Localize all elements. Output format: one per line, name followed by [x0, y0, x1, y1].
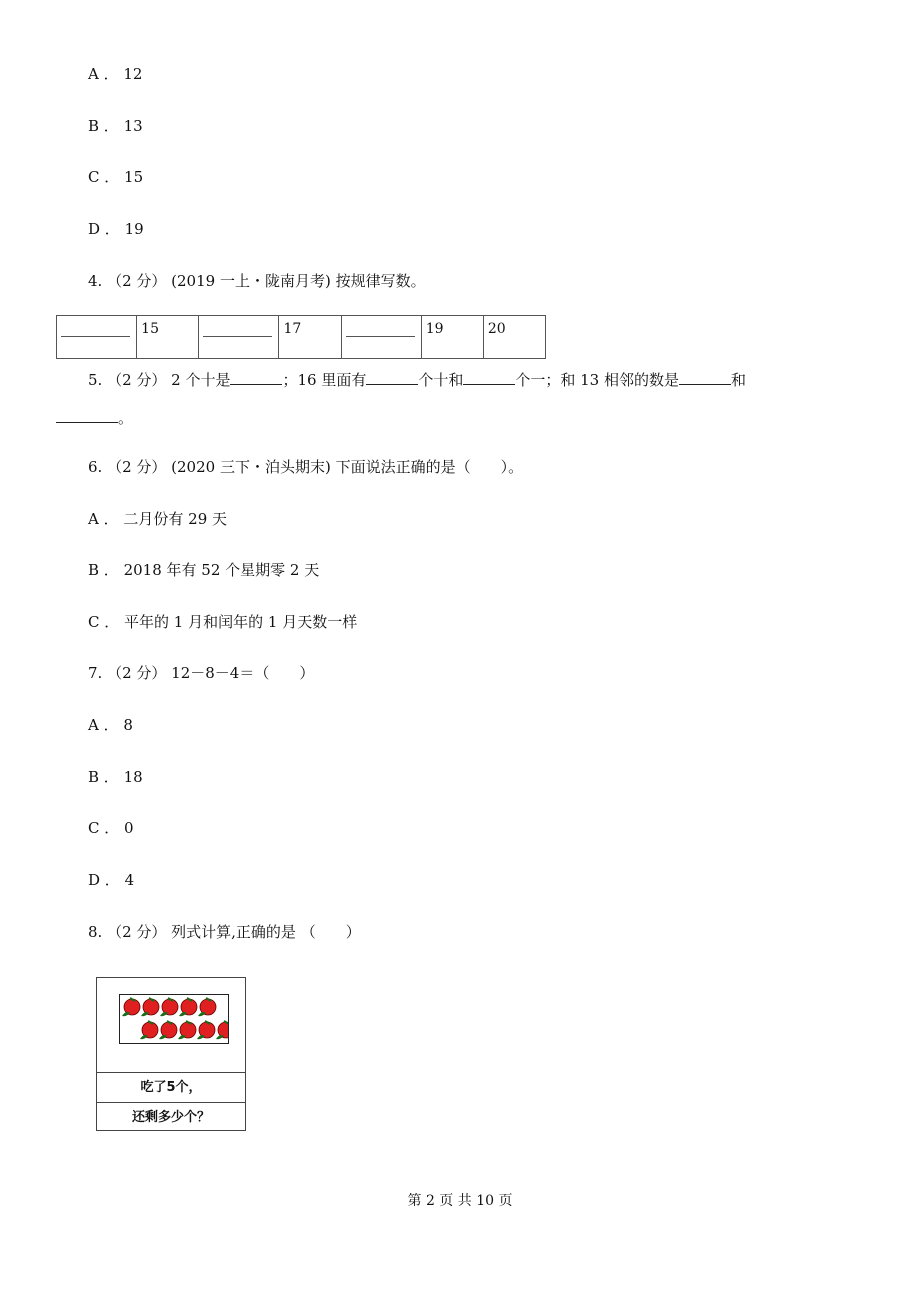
sequence-cell: 20 — [483, 316, 545, 359]
option-letter: B — [88, 768, 100, 786]
question-7: 7. （2 分） 12－8－4＝（ ） — [88, 664, 315, 682]
option-a: A ． 二月份有 29 天 — [88, 510, 228, 528]
option-text: 19 — [124, 220, 144, 238]
question-5 — [88, 370, 746, 390]
answer-blank[interactable] — [366, 372, 418, 385]
fruit-icon — [160, 998, 178, 1016]
option-text: 二月份有 29 天 — [123, 510, 228, 528]
fruit-icon — [178, 1021, 196, 1039]
answer-blank[interactable] — [679, 372, 731, 385]
fruit-icon — [140, 1021, 158, 1039]
fruit-icon — [198, 998, 216, 1016]
option-text: 平年的 1 月和闰年的 1 月天数一样 — [124, 613, 358, 631]
answer-blank-cell[interactable] — [199, 316, 279, 359]
option-letter: C — [88, 819, 100, 837]
option-text: 15 — [124, 168, 144, 186]
option-letter: A — [88, 510, 99, 528]
option-text: 18 — [123, 768, 143, 786]
page-footer: 第 2 页 共 10 页 — [407, 1193, 513, 1209]
option-text: 0 — [124, 819, 134, 837]
option-text: 2018 年有 52 个星期零 2 天 — [123, 561, 320, 579]
fruit-icon — [179, 998, 197, 1016]
question-8: 8. （2 分） 列式计算,正确的是 （ ） — [88, 923, 361, 941]
fruit-icon — [141, 998, 159, 1016]
option-a: A ． 8 — [88, 716, 133, 734]
figure-caption-2: 还剩多少个？ — [131, 1110, 210, 1125]
fruit-box — [119, 994, 229, 1044]
question-5-text: 个一；和 13 相邻的数是 — [515, 371, 679, 389]
fruit-icons — [120, 995, 228, 1043]
option-letter: C — [88, 168, 100, 186]
question-5-text: 和 — [730, 371, 746, 389]
figure-caption-1: 吃了5个， — [97, 1073, 245, 1103]
question-4: 4. （2 分） (2019 一上・陇南月考) 按规律写数。 — [88, 272, 426, 290]
option-b: B ． 18 — [88, 768, 143, 786]
question-5-text: 5. （2 分） 2 个十是 — [88, 371, 231, 389]
option-letter: B — [88, 561, 100, 579]
option-text: 8 — [123, 716, 133, 734]
sequence-table — [56, 315, 546, 359]
option-letter: C — [88, 613, 100, 631]
option-letter: B — [88, 117, 100, 135]
question-5-cont — [56, 408, 133, 428]
answer-blank[interactable] — [56, 410, 118, 423]
fruit-icon — [159, 1021, 177, 1039]
option-c: C ． 15 — [88, 168, 144, 186]
option-d: D ． 4 — [88, 871, 135, 889]
sequence-cell: 17 — [279, 316, 341, 359]
option-letter: D — [88, 220, 101, 238]
option-c: C ． 平年的 1 月和闰年的 1 月天数一样 — [88, 613, 358, 631]
option-text: 13 — [123, 117, 143, 135]
fruit-figure — [96, 977, 246, 1131]
option-letter: A — [88, 65, 99, 83]
option-a: A ． 12 — [88, 65, 143, 83]
answer-blank[interactable] — [230, 372, 282, 385]
question-5-text: 。 — [118, 409, 134, 427]
option-b: B ． 13 — [88, 117, 143, 135]
question-5-text: ；16 里面有 — [282, 371, 367, 389]
option-d: D ． 19 — [88, 220, 144, 238]
sequence-cell: 19 — [421, 316, 483, 359]
option-letter: D — [88, 871, 101, 889]
sequence-cell: 15 — [137, 316, 199, 359]
fruit-icon — [122, 998, 140, 1016]
option-text: 12 — [123, 65, 143, 83]
fruit-icon — [197, 1021, 215, 1039]
option-text: 4 — [124, 871, 135, 889]
fruit-icon — [216, 1021, 228, 1039]
answer-blank-cell[interactable] — [341, 316, 421, 359]
option-b: B ． 2018 年有 52 个星期零 2 天 — [88, 561, 320, 579]
option-letter: A — [88, 716, 99, 734]
answer-blank-cell[interactable] — [57, 316, 137, 359]
option-c: C ． 0 — [88, 819, 134, 837]
question-5-text: 个十和 — [418, 371, 464, 389]
question-6: 6. （2 分） (2020 三下・泊头期末) 下面说法正确的是（ ）。 — [88, 458, 524, 476]
fruit-panel — [97, 978, 245, 1073]
answer-blank[interactable] — [463, 372, 515, 385]
